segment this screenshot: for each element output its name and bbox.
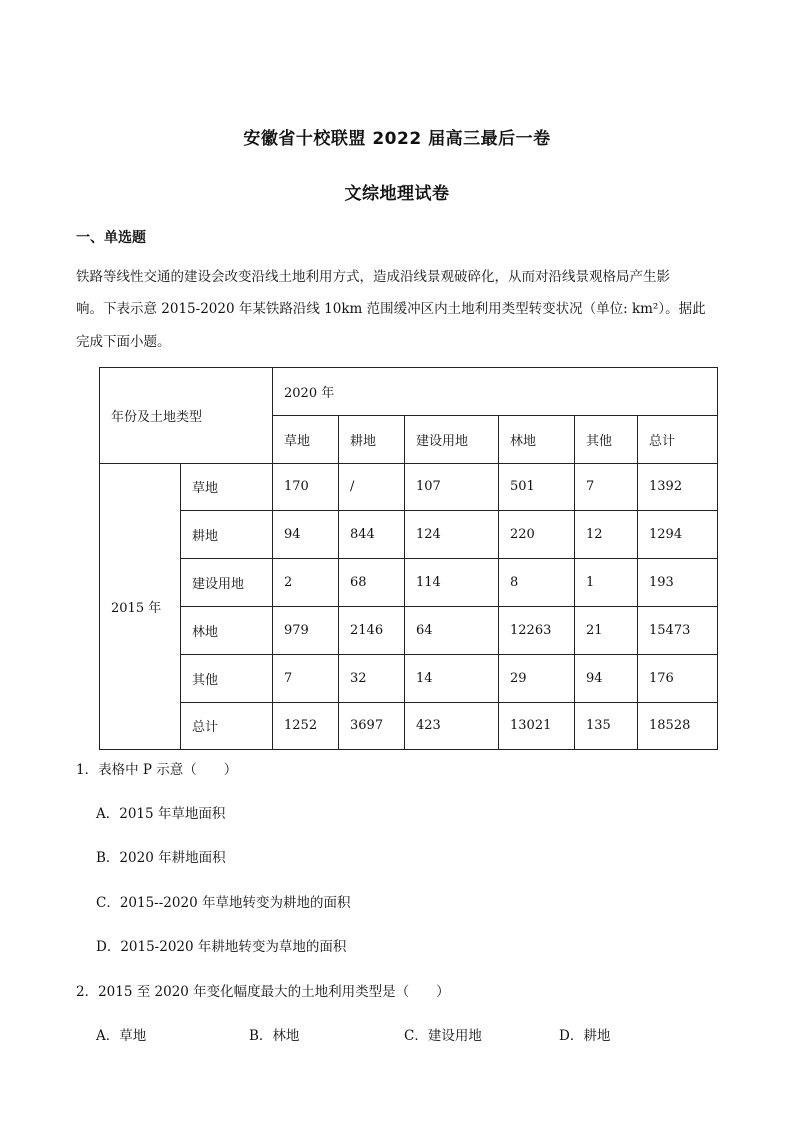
table-cell: 15473 (638, 606, 718, 654)
answer-option[interactable]: D．耕地 (559, 1028, 611, 1044)
table-cell: 1392 (638, 463, 718, 511)
intro-line: 响。下表示意 2015-2020 年某铁路沿线 10km 范围缓冲区内土地利用类型转变状况（单位: km²）。据此 (76, 301, 706, 317)
table-cell: 501 (499, 463, 575, 511)
row-header: 草地 (181, 463, 273, 511)
table-cell: 29 (499, 654, 575, 702)
section-heading: 一、单选题 (76, 230, 146, 246)
table-cell: 1294 (638, 511, 718, 559)
table-cell: 14 (405, 654, 499, 702)
table-cell: 114 (405, 559, 499, 607)
document-subtitle: 文综地理试卷 (344, 184, 450, 204)
table-corner-label: 年份及土地类型 (100, 368, 273, 464)
intro-line: 完成下面小题。 (76, 334, 171, 350)
row-header: 其他 (181, 654, 273, 702)
column-header: 其他 (575, 415, 638, 463)
column-header: 总计 (638, 415, 718, 463)
table-cell: 8 (499, 559, 575, 607)
table-cell: 3697 (339, 702, 405, 750)
question-stem: 1．表格中 P 示意（ ） (76, 762, 238, 778)
table-cell: 18528 (638, 702, 718, 750)
table-cell: 94 (575, 654, 638, 702)
document-title: 安徽省十校联盟 2022 届高三最后一卷 (243, 129, 551, 149)
row-header: 建设用地 (181, 559, 273, 607)
land-use-table (99, 367, 718, 750)
answer-option[interactable]: D．2015-2020 年耕地转变为草地的面积 (96, 939, 347, 955)
table-row (100, 463, 718, 511)
table-cell: 94 (273, 511, 339, 559)
table-row (100, 654, 718, 702)
table-row (100, 702, 718, 750)
answer-option[interactable]: A．草地 (96, 1028, 147, 1044)
table-cell: 979 (273, 606, 339, 654)
table-cell: 13021 (499, 702, 575, 750)
answer-option[interactable]: B．林地 (249, 1028, 300, 1044)
table-cell: 176 (638, 654, 718, 702)
table-cell: 124 (405, 511, 499, 559)
answer-option[interactable]: C．建设用地 (404, 1028, 482, 1044)
table-cell: 1252 (273, 702, 339, 750)
row-header: 总计 (181, 702, 273, 750)
table-cell: 107 (405, 463, 499, 511)
table-cell: 1 (575, 559, 638, 607)
table-cell: 7 (273, 654, 339, 702)
question-stem: 2．2015 至 2020 年变化幅度最大的土地利用类型是（ ） (76, 984, 450, 1000)
table-cell: 844 (339, 511, 405, 559)
column-header: 耕地 (339, 415, 405, 463)
column-year-header: 2020 年 (273, 368, 718, 416)
table-cell: 12263 (499, 606, 575, 654)
table-cell: 64 (405, 606, 499, 654)
table-cell: 21 (575, 606, 638, 654)
answer-option[interactable]: B．2020 年耕地面积 (96, 850, 226, 866)
row-header: 耕地 (181, 511, 273, 559)
table-cell: 7 (575, 463, 638, 511)
table-cell: 193 (638, 559, 718, 607)
table-cell: 68 (339, 559, 405, 607)
table-cell: 220 (499, 511, 575, 559)
table-cell: 135 (575, 702, 638, 750)
column-header: 林地 (499, 415, 575, 463)
table-row (100, 606, 718, 654)
row-header: 林地 (181, 606, 273, 654)
column-header: 草地 (273, 415, 339, 463)
answer-option[interactable]: C．2015--2020 年草地转变为耕地的面积 (96, 895, 351, 911)
table-row (100, 559, 718, 607)
table-cell: 12 (575, 511, 638, 559)
column-header: 建设用地 (405, 415, 499, 463)
table-cell: 423 (405, 702, 499, 750)
intro-line: 铁路等线性交通的建设会改变沿线土地利用方式，造成沿线景观破碎化，从而对沿线景观格局产生影 (76, 269, 670, 285)
table-cell: 2 (273, 559, 339, 607)
answer-option[interactable]: A．2015 年草地面积 (96, 806, 226, 822)
row-year-header: 2015 年 (100, 463, 181, 750)
table-row (100, 511, 718, 559)
table-cell: 32 (339, 654, 405, 702)
table-cell: / (339, 463, 405, 511)
table-cell: 170 (273, 463, 339, 511)
table-cell: 2146 (339, 606, 405, 654)
